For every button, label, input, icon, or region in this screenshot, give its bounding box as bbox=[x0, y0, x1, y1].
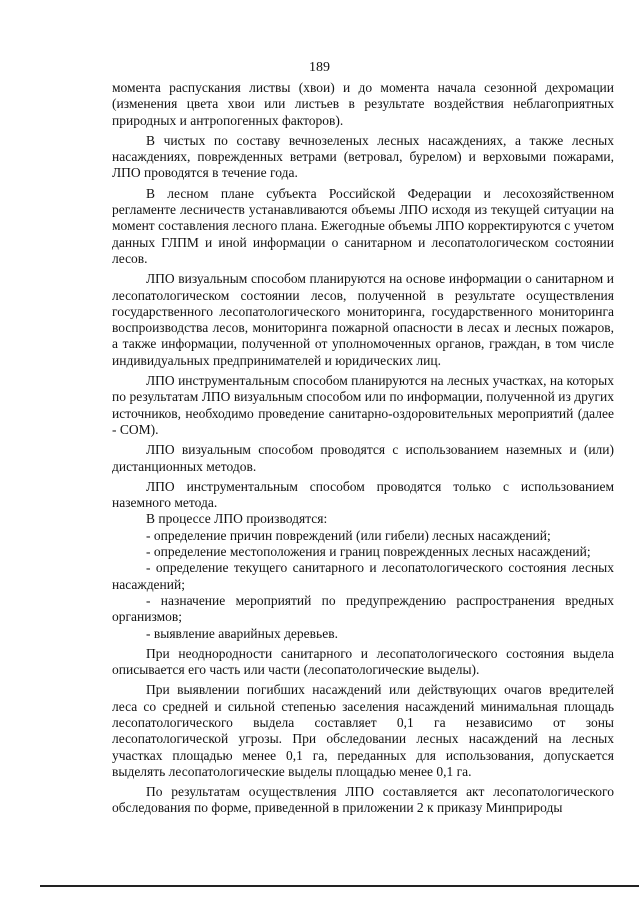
page-number: 189 bbox=[309, 60, 330, 75]
paragraph-continuation: момента распускания листвы (хвои) и до момента начала сезонной дехромации (изменения цвета хвои или листьев в результате воздействия неблагоприятных природных и антропогенных факторов). bbox=[112, 80, 614, 128]
paragraph-minimum-area: При выявлении погибших насаждений или действующих очагов вредителей леса со средней и сильной степенью заселения насаждений минимальная площадь лесопатологического выдела составляет 0,1 га независимо от зоны лесопатологической угрозы. При обследовании лесных насаждений на лесных участках площадью менее 0,1 га, переданных для использования, допускается выделять лесопатологические выделы площадью менее 0,1 га. bbox=[112, 682, 614, 779]
paragraph-visual-methods: ЛПО визуальным способом проводятся с использованием наземных и (или) дистанционных методов. bbox=[112, 442, 614, 474]
footer-divider bbox=[40, 885, 639, 887]
paragraph-evergreen-stands: В чистых по составу вечнозеленых лесных насаждениях, а также лесных насаждениях, поврежденных ветрами (ветровал, бурелом) и верховыми пожарами, ЛПО проводятся в течение года. bbox=[112, 132, 614, 181]
paragraph-instrumental-methods: ЛПО инструментальным способом проводятся только с использованием наземного метода. bbox=[112, 478, 614, 511]
list-item: - назначение мероприятий по предупреждению распространения вредных организмов; bbox=[112, 592, 614, 625]
paragraph-instrumental-planning: ЛПО инструментальным способом планируются на лесных участках, на которых по результатам ЛПО визуальным способом или по информации, полученной из других источников, необходимо проведение санитарно-оздоровительных мероприятий (далее - СОМ). bbox=[112, 373, 614, 437]
paragraph-survey-act: По результатам осуществления ЛПО составляется акт лесопатологического обследования по форме, приведенной в приложении 2 к приказу Минприроды bbox=[112, 784, 614, 816]
body-text bbox=[112, 80, 614, 817]
list-item: - определение текущего санитарного и лесопатологического состояния лесных насаждений; bbox=[112, 560, 614, 592]
paragraph-process-intro: В процессе ЛПО производятся: bbox=[146, 511, 328, 527]
list-item: - выявление аварийных деревьев. bbox=[146, 625, 338, 641]
list-item: - определение местоположения и границ поврежденных лесных насаждений; bbox=[146, 544, 591, 560]
list-item: - определение причин повреждений (или гибели) лесных насаждений; bbox=[146, 527, 551, 543]
paragraph-visual-planning: ЛПО визуальным способом планируются на основе информации о санитарном и лесопатологическом состоянии лесов, полученной в результате осуществления государственного лесопатологического мониторинга, государственного мониторинга воспроизводства лесов, мониторинга пожарной опасности в лесах и лесных пожаров, а также информации, полученной от уполномоченных органов, граждан, в том числе индивидуальных предпринимателей и юридических лиц. bbox=[112, 271, 614, 368]
paragraph-heterogeneity: При неоднородности санитарного и лесопатологического состояния выдела описывается его часть или части (лесопатологические выделы). bbox=[112, 645, 614, 678]
paragraph-forest-plan: В лесном плане субъекта Российской Федерации и лесохозяйственном регламенте лесничеств устанавливаются объемы ЛПО исходя из текущей ситуации на момент составления лесного плана. Ежегодные объемы ЛПО корректируются с учетом данных ГЛПМ и иной информации о санитарном и лесопатологическом состоянии лесов. bbox=[112, 185, 614, 266]
